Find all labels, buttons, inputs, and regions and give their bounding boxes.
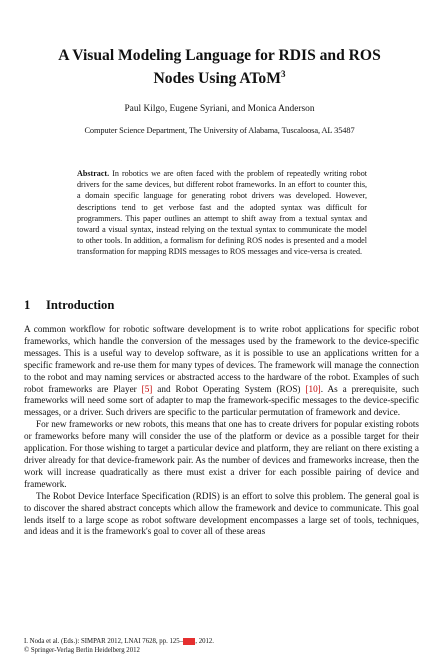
abstract-label: Abstract. [77,169,110,178]
author-list: Paul Kilgo, Eugene Syriani, and Monica Anderson [124,104,315,114]
paragraph: The Robot Device Interface Specification (RDIS) is an effort to solve this problem. The general goal is to discover the shared abstract concepts which allow the framework and device to communicate. This goal lends itself to a large scope as robot software development encompasses a large set of tools, techniques, and ideas and it is the framework's goal to cover all of these areas [24,490,419,537]
footnote-line [24,638,419,647]
paper-title [40,46,399,88]
section-title: Introduction [46,298,115,312]
page-range-link[interactable]: 136 [184,638,195,645]
affiliation: Computer Science Department, The University of Alabama, Tuscaloosa, AL 35487 [84,126,355,135]
citation-link[interactable]: [5] [141,383,153,394]
paper-title-text: A Visual Modeling Language for RDIS and ROS Nodes Using AToM [58,47,381,88]
abstract [77,168,367,258]
section-number: 1 [24,298,31,312]
copyright-line: © Springer-Verlag Berlin Heidelberg 2012 [24,646,140,654]
paragraph-text: and Robot Operating System (ROS) [152,383,306,394]
paper-title-superscript: 3 [280,69,286,79]
paragraph-text: A common workflow for robotic software development is to write robot applications for specific robot frameworks, which handle the conversion of the messages used by the framework to the device-specific messages. This is a useful way to develop software, as it is possible to use an applications written for a specific framework and re-use them for many types of devices. The framework will manage the connection to the robot and may naming services or abstracted access to the hardware of the robot. Examples of such robot frameworks are Player [24,324,419,394]
paragraph: For new frameworks or new robots, this means that one has to create drivers for popular existing robots or frameworks before many will consider the use of the platform or device as a possible target for their application. For those wishing to target a particular device and platform, they are reliant on there existing a driver already for that device-framework pair. As the number of devices and frameworks increase, then the work will increase quadratically as there must exist a driver for each possible pairing of device and framework. [24,419,419,489]
body-text [24,324,419,538]
citation-link[interactable]: [10] [305,383,321,394]
footnote-citation: I. Noda et al. (Eds.): SIMPAR 2012, LNAI 7628, pp. 125– [24,638,184,645]
footnote-year: , 2012. [195,638,214,645]
paragraph [24,324,419,419]
copyright-footnote [24,638,419,655]
section-heading [24,298,424,313]
abstract-text: In robotics we are often faced with the problem of repeatedly writing robot drivers for the same devices, but different robot frameworks. In an effort to counter this, a domain specific language for generating robot drivers was developed. However, descriptions tend to get verbose fast and the adopted syntax was difficult for programmers. This paper outlines an attempt to shift away from a textual syntax and toward a visual syntax, instead relying on the textual syntax to communicate the model to other tools. In addition, a formalism for defining ROS nodes is presented and a model transformation for mapping RDIS messages to ROS messages and vice-versa is created. [77,169,367,257]
paragraph-text: . As a prerequisite, such frameworks will need some sort of adapter to map the framework-specific messages to the device-specific messages, or a driver. Such drivers are specific to the particular permutation of framework and device. [24,383,419,418]
